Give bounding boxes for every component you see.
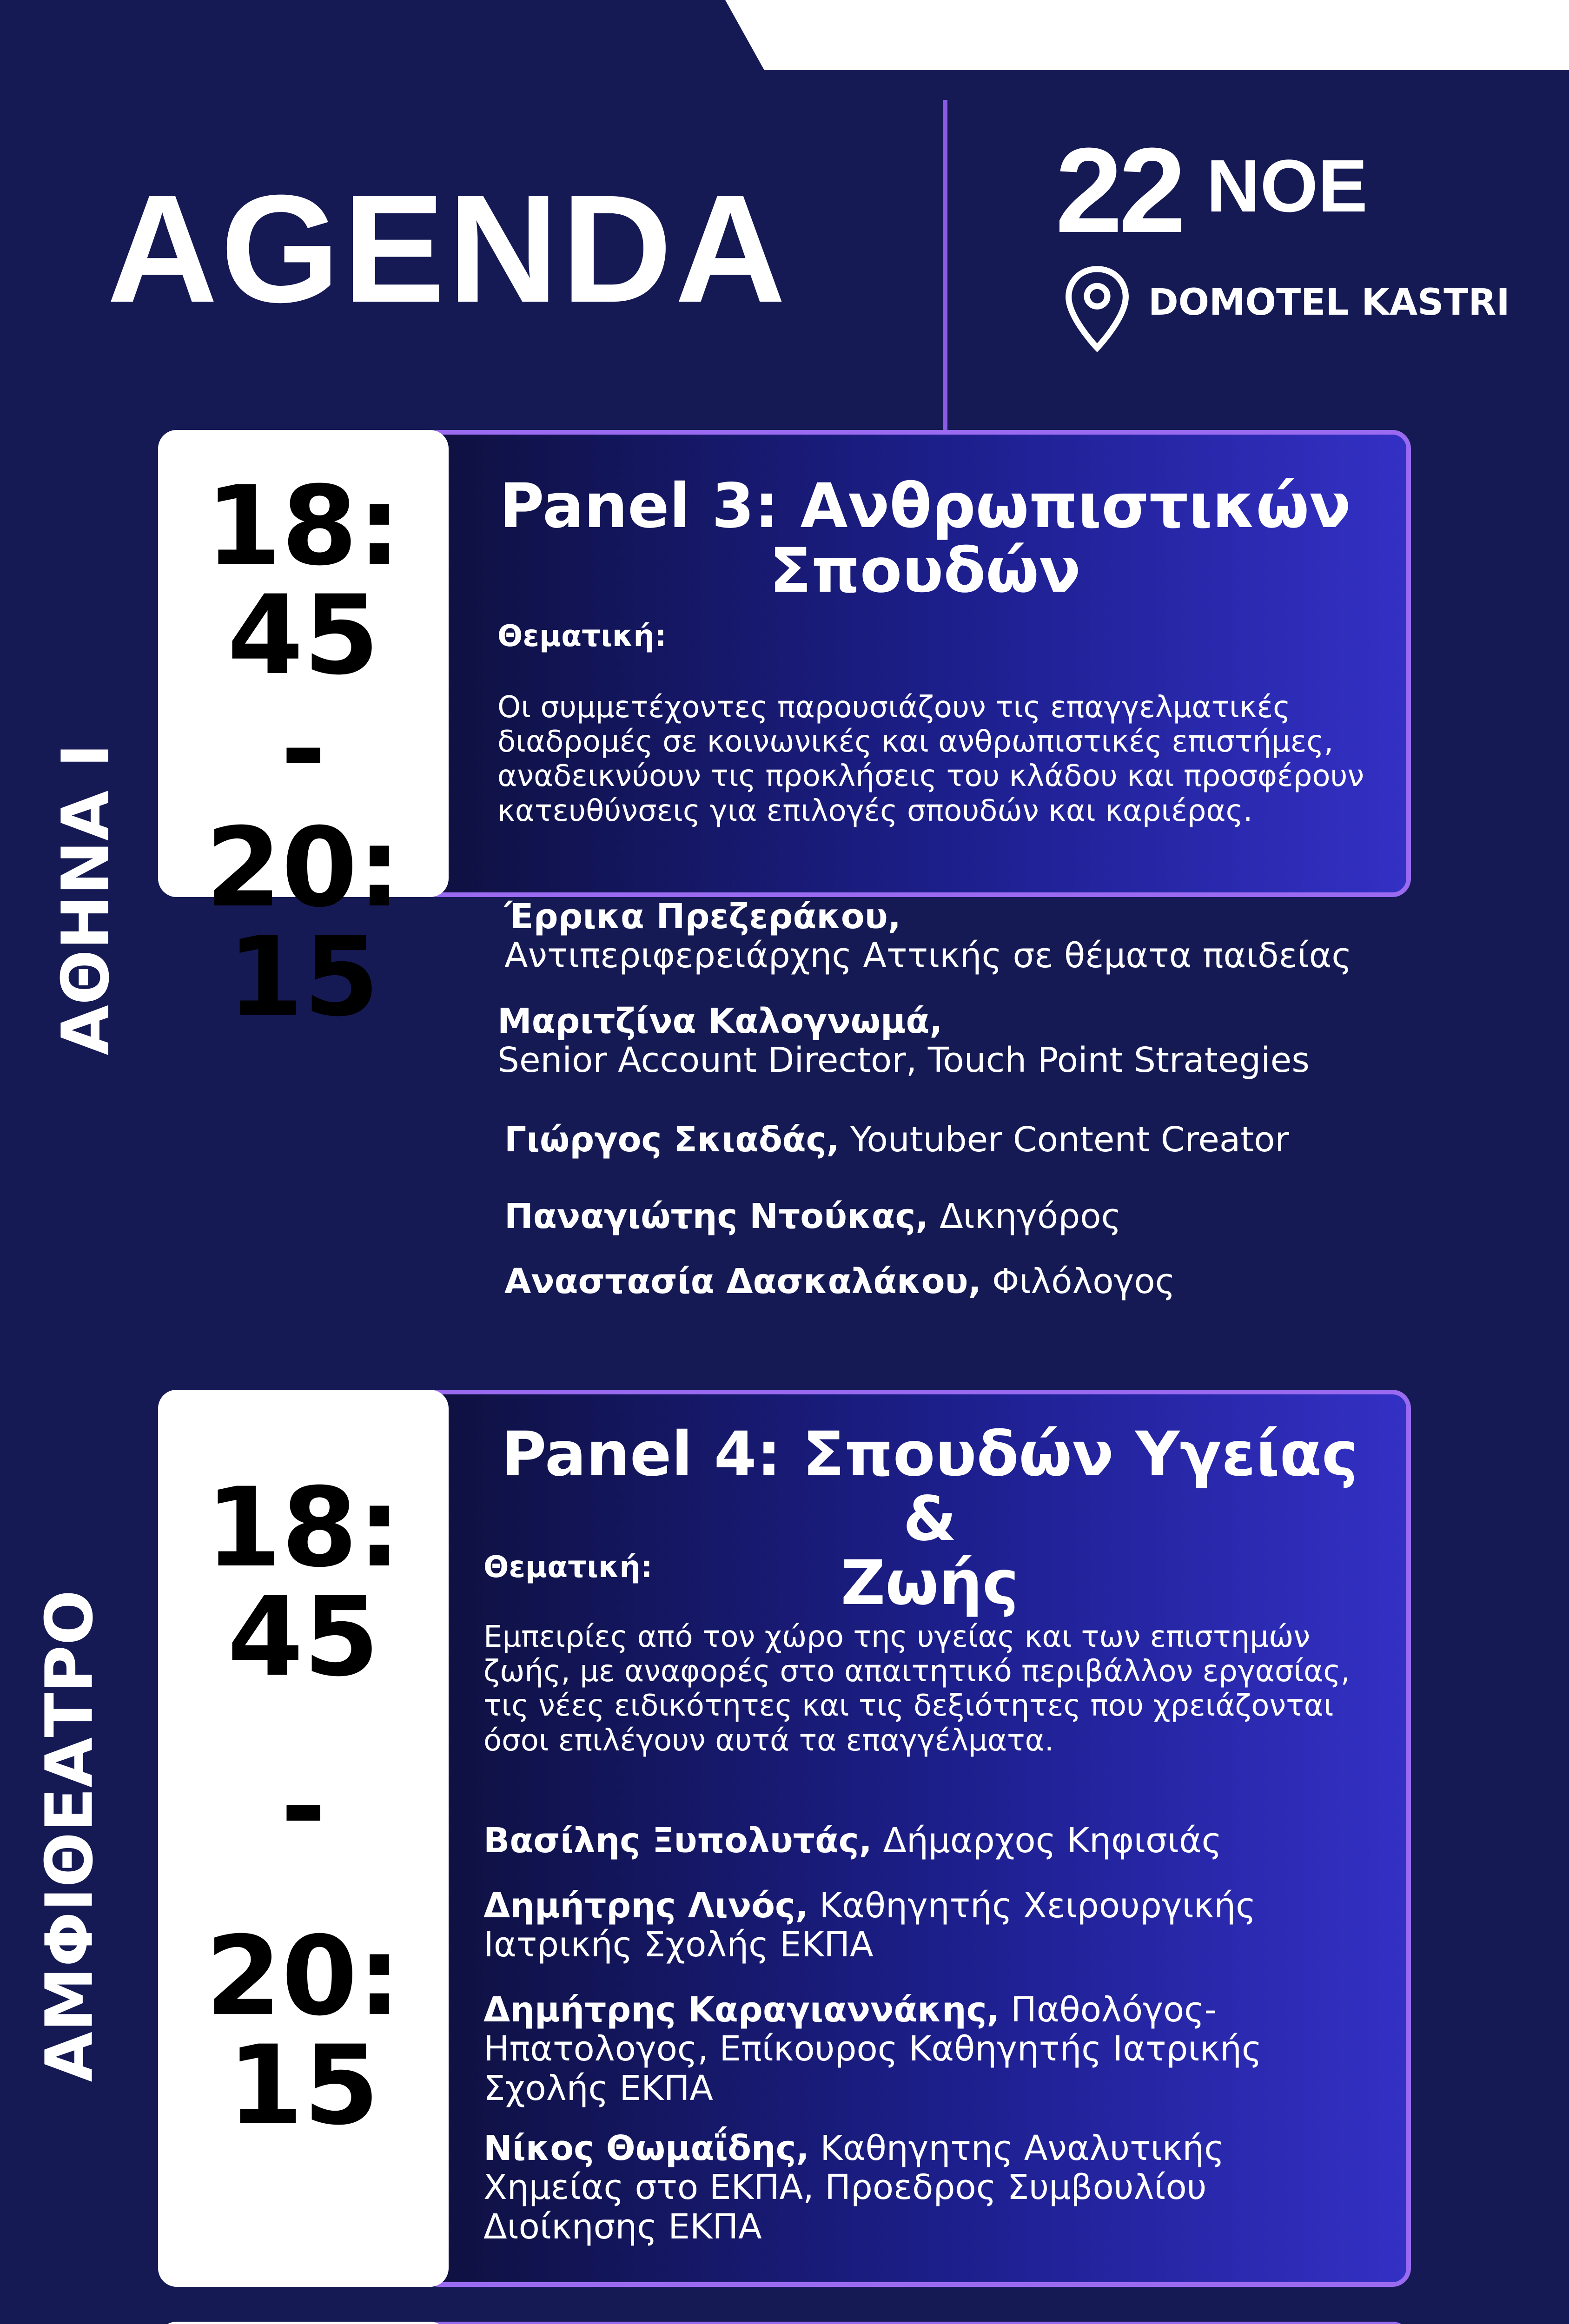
event-date-month: ΝΟΕ — [1206, 144, 1368, 227]
speaker-role: Φιλόλογος — [992, 1261, 1176, 1301]
panel-3-title — [465, 470, 1385, 607]
panel-4-title-line2: Ζωής — [841, 1547, 1019, 1619]
top-decoration — [725, 0, 1569, 70]
speaker-role: Senior Account Director, Touch Point Strategies — [497, 1040, 1310, 1081]
panel-4-speaker-4 — [483, 2129, 1255, 2246]
panel-3-speaker-3 — [504, 1120, 1397, 1159]
speaker-role: Παθολόγος-Ηπατολογος, Επίκουρος Καθηγητής Ιατρικής Σχολής ΕΚΠΑ — [483, 1990, 1262, 2108]
panel-4-speaker-3 — [483, 1990, 1292, 2108]
panel-3-speaker-5 — [504, 1262, 1397, 1301]
panel-4-thematic-label: Θεματική: — [483, 1550, 653, 1585]
time-end-min: 15 — [227, 2022, 380, 2149]
panel-3-time — [158, 430, 449, 1041]
speaker-name: Δημήτρης Καραγιαννάκης, — [483, 1990, 1000, 2030]
header-divider — [943, 100, 947, 432]
location-pin-icon — [1062, 265, 1132, 353]
speaker-role: Αντιπεριφερειάρχης Αττικής σε θέματα παιδείας — [504, 936, 1352, 976]
speaker-name: Δημήτρης Λινός, — [483, 1886, 808, 1926]
speaker-role: Youtuber Content Creator — [850, 1120, 1289, 1160]
speaker-name: Βασίλης Ξυπολυτάς, — [483, 1821, 872, 1861]
speaker-name: Έρρικα Πρεζεράκου, — [504, 897, 901, 937]
venue-name: DOMOTEL KASTRI — [1148, 282, 1510, 324]
time-end-min: 15 — [227, 914, 380, 1041]
time-end-hour: 20: — [205, 1913, 401, 2040]
panel-4-title-line1: Panel 4: Σπουδών Υγείας & — [501, 1419, 1358, 1555]
time-start-min: 45 — [227, 572, 380, 699]
panel-3-room: ΑΘΗΝΑ Ι — [48, 743, 124, 1056]
speaker-role: Καθηγητης Αναλυτικής Χημείας στο ΕΚΠΑ, Προεδρος Συμβουλίου Διοίκησης ΕΚΠΑ — [483, 2128, 1225, 2247]
closing-card — [421, 2322, 1411, 2324]
speaker-role: Καθηγητής Χειρουργικής Ιατρικής Σχολής ΕΚΠΑ — [483, 1886, 1256, 1965]
speaker-name: Παναγιώτης Ντούκας, — [504, 1196, 929, 1236]
time-separator: - — [280, 686, 326, 813]
time-start-hour: 18: — [205, 1465, 401, 1591]
panel-4-time — [158, 1390, 449, 2287]
panel-3-speaker-2 — [497, 1002, 1395, 1080]
event-date-day: 22 — [1055, 123, 1183, 258]
panel-3-thematic-label: Θεματική: — [497, 619, 667, 654]
panel-3-title-line1: Panel 3: Ανθρωπιστικών — [499, 470, 1351, 542]
speaker-name: Νίκος Θωμαΐδης, — [483, 2128, 809, 2168]
speaker-role: Δικηγόρος — [940, 1196, 1121, 1236]
page-title: AGENDA — [107, 163, 789, 334]
speaker-name: Αναστασία Δασκαλάκου, — [504, 1261, 981, 1301]
panel-4-room: ΑΜΦΙΘΕΑΤΡΟ — [32, 1590, 108, 2082]
panel-3-description: Οι συμμετέχοντες παρουσιάζουν τις επαγγελματικές διαδρομές σε κοινωνικές και ανθρωπιστικές επιστήμες, αναδεικνύουν τις προκλήσεις του κλάδου και προσφέρουν κατευθύνσεις για επιλογές σπουδών και καριέρας. — [497, 690, 1364, 828]
panel-3-title-line2: Σπουδών — [769, 535, 1081, 607]
speaker-name: Γιώργος Σκιαδάς, — [504, 1120, 840, 1160]
panel-4-speaker-1 — [483, 1821, 1385, 1860]
panel-3-speaker-4 — [504, 1197, 1397, 1236]
panel-4-description: Εμπειρίες από τον χώρο της υγείας και των επιστημών ζωής, με αναφορές στο απαιτητικό περιβάλλον εργασίας, τις νέες ειδικότητες και τις δεξιότητες που χρειάζονται όσοι επιλέγουν αυτά τα επαγγέλματα. — [483, 1620, 1351, 1758]
time-end-hour: 20: — [205, 805, 401, 931]
time-start-min: 45 — [227, 1574, 380, 1701]
closing-time — [158, 2322, 449, 2324]
panel-3-speaker-1 — [504, 897, 1397, 976]
panel-4-title — [465, 1419, 1395, 1619]
panel-4-speaker-2 — [483, 1886, 1274, 1965]
time-separator: - — [280, 1743, 326, 1870]
speaker-role: Δήμαρχος Κηφισιάς — [883, 1821, 1222, 1861]
speaker-name: Μαριτζίνα Καλογνωμά, — [497, 1001, 943, 1041]
time-start-hour: 18: — [205, 463, 401, 590]
